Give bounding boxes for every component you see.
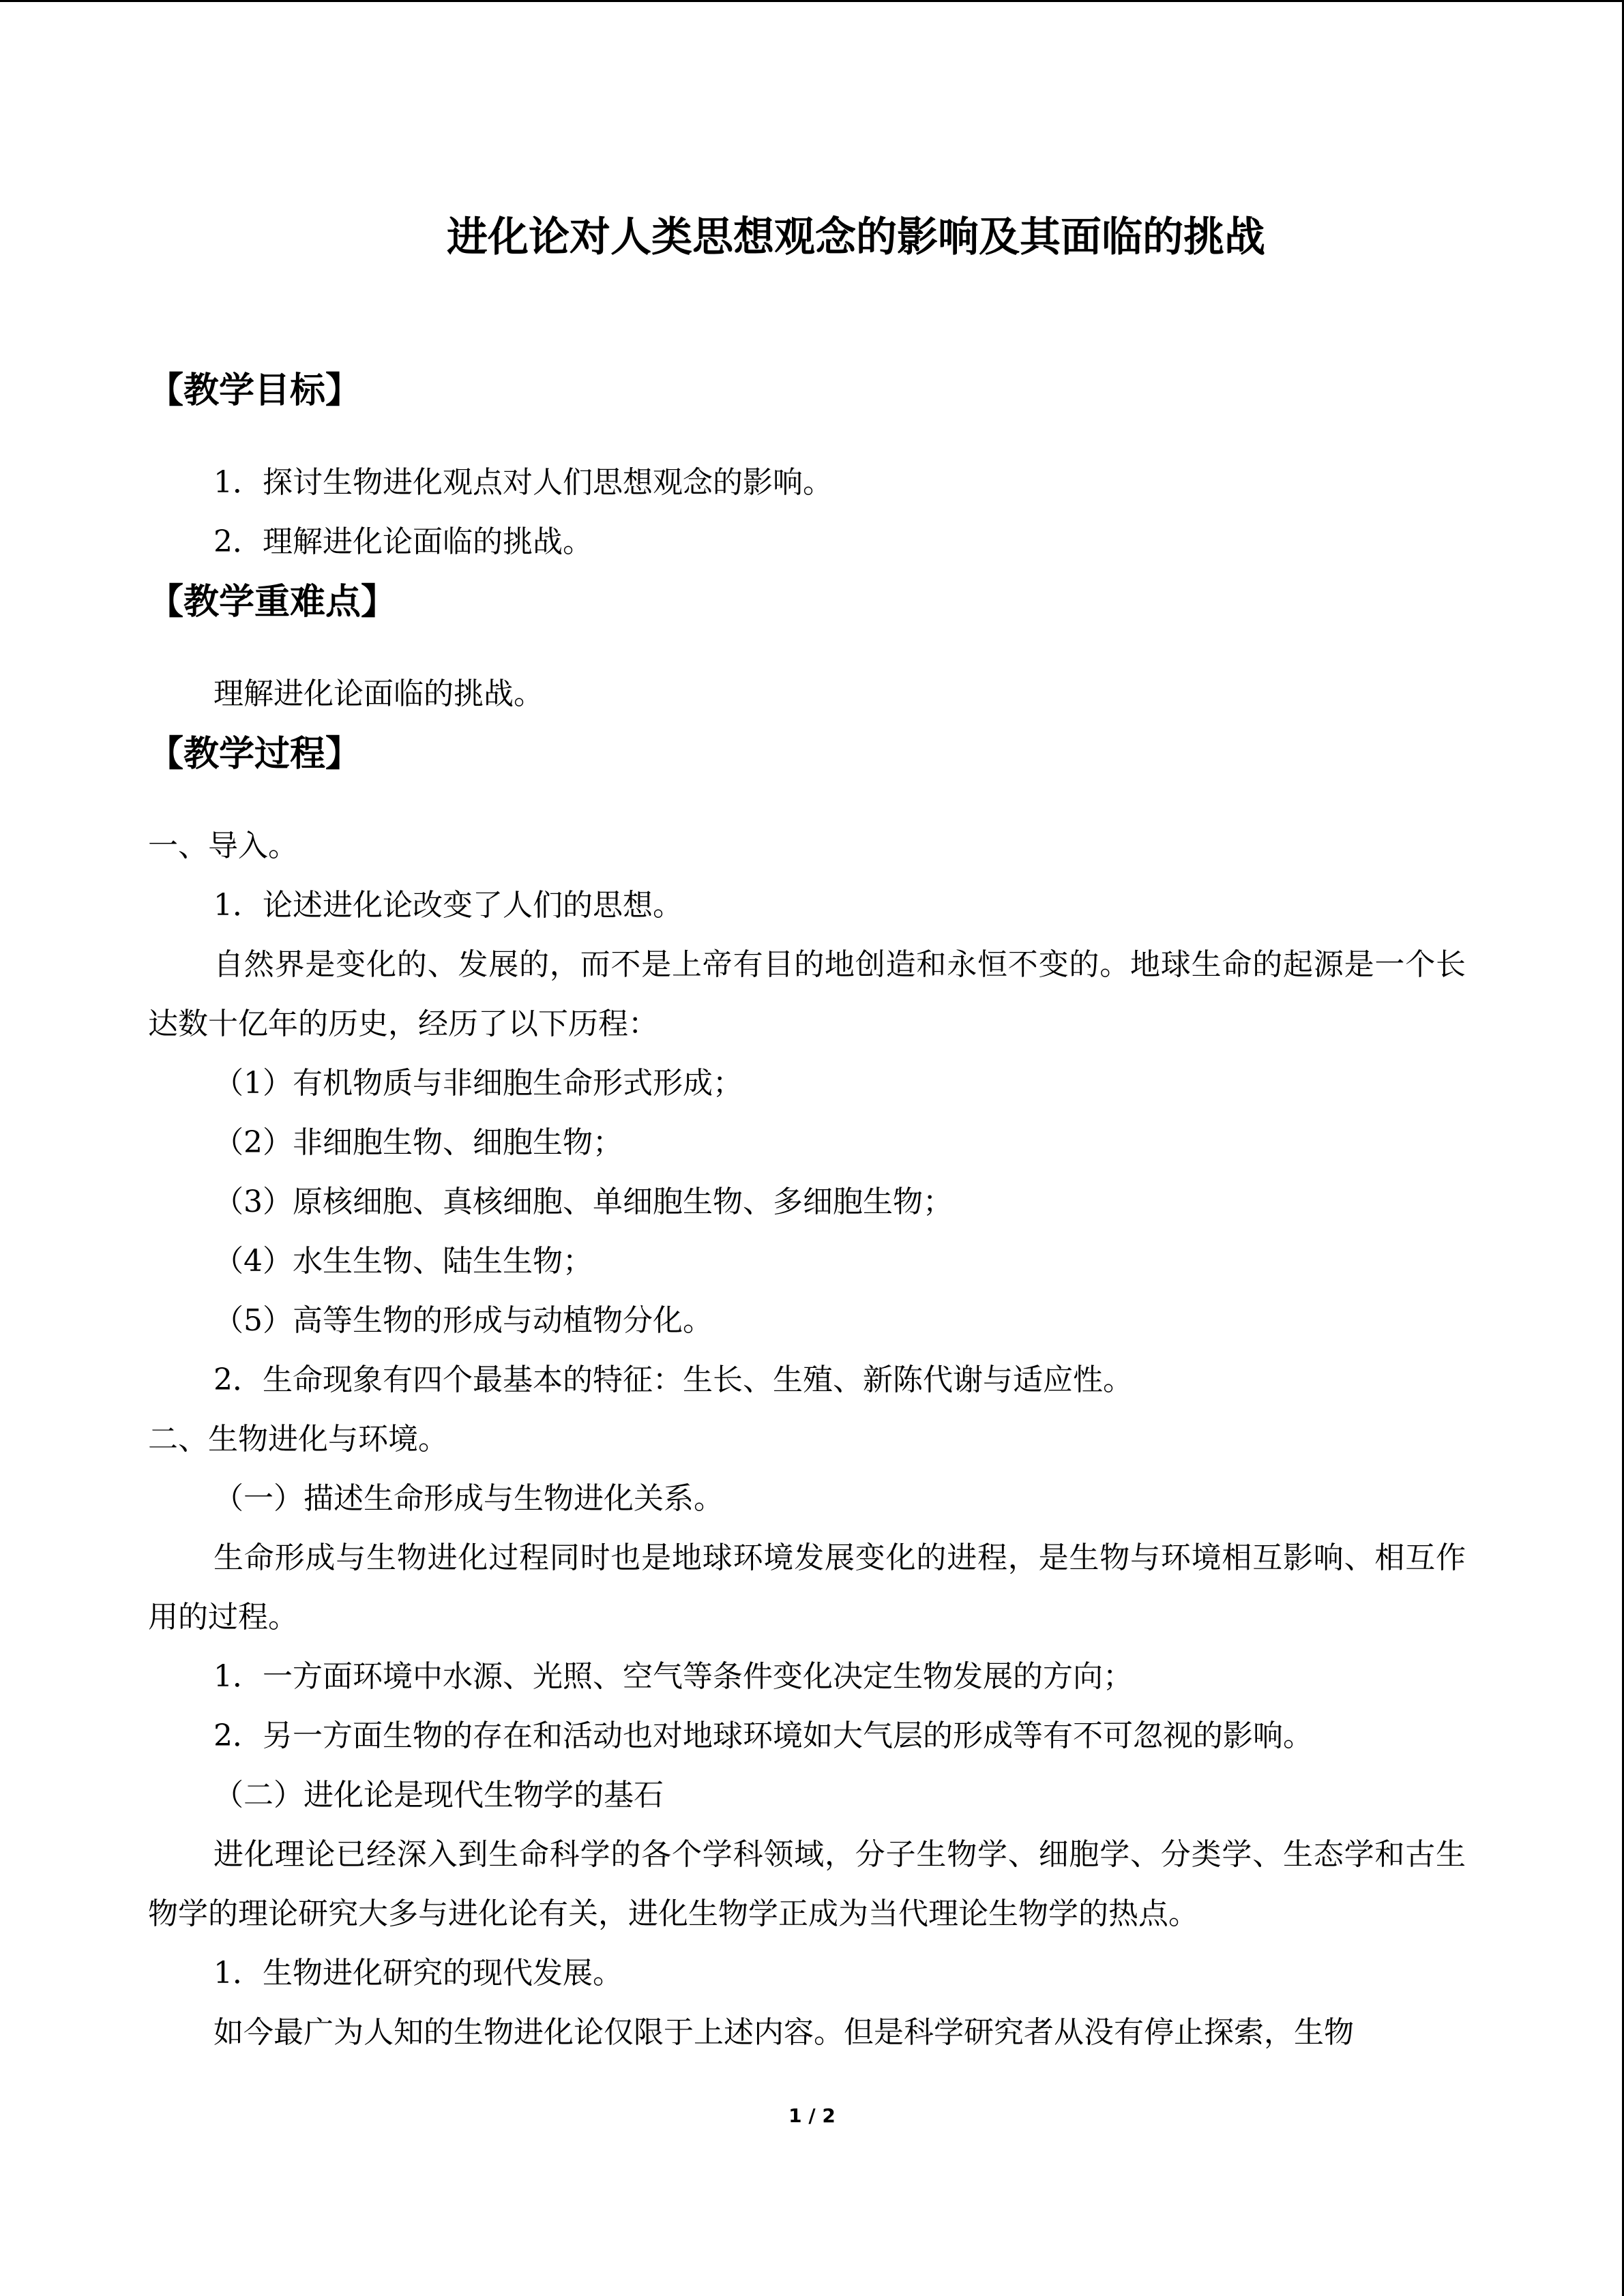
key-points-heading: 【教学重难点】: [148, 581, 397, 623]
key-points-text: 理解进化论面临的挑战。: [213, 676, 544, 711]
objectives-heading: 【教学目标】: [148, 370, 361, 411]
part2-subsection-1: （一）描述生命形成与生物进化关系。: [213, 1481, 724, 1516]
part2-title: 二、生物进化与环境。: [148, 1422, 448, 1457]
part2-paragraph-2: 进化理论已经深入到生命科学的各个学科领域，分子生物学、细胞学、分类学、生态学和古生物学的理论研究大多与进化论有关，进化生物学正成为当代理论生物学的热点。: [148, 1837, 1466, 1931]
part1-title: 一、导入。: [148, 829, 298, 863]
stage-item-4: （4）水生生物、陆生生物；: [213, 1244, 593, 1279]
document-title: 进化论对人类思想观念的影响及其面临的挑战: [447, 213, 1265, 261]
part2-item-3: 1．生物进化研究的现代发展。: [213, 1956, 623, 1991]
page-number: 1 / 2: [788, 2104, 836, 2127]
stage-item-5: （5）高等生物的形成与动植物分化。: [213, 1303, 713, 1338]
document-body: [148, 360, 1478, 2062]
part2-paragraph-1: 生命形成与生物进化过程同时也是地球环境发展变化的进程，是生物与环境相互影响、相互作用的过程。: [148, 1540, 1466, 1635]
part2-item-2: 2．另一方面生物的存在和活动也对地球环境如大气层的形成等有不可忽视的影响。: [213, 1718, 1313, 1753]
stage-item-3: （3）原核细胞、真核细胞、单细胞生物、多细胞生物；: [213, 1184, 953, 1219]
part2-subsection-2: （二）进化论是现代生物学的基石: [213, 1778, 664, 1813]
part1-item-2: 2．生命现象有四个最基本的特征：生长、生殖、新陈代谢与适应性。: [213, 1362, 1133, 1397]
objective-item-2: 2．理解进化论面临的挑战。: [213, 524, 593, 559]
stage-item-2: （2）非细胞生物、细胞生物；: [213, 1125, 623, 1160]
part1-item-1: 1．论述进化论改变了人们的思想。: [213, 888, 683, 923]
part2-paragraph-3: 如今最广为人知的生物进化论仅限于上述内容。但是科学研究者从没有停止探索，生物: [213, 2015, 1354, 2050]
objective-item-1: 1．探讨生物进化观点对人们思想观念的影响。: [213, 465, 833, 500]
process-heading: 【教学过程】: [148, 733, 361, 775]
stage-item-1: （1）有机物质与非细胞生命形式形成；: [213, 1066, 743, 1101]
part2-item-1: 1．一方面环境中水源、光照、空气等条件变化决定生物发展的方向；: [213, 1659, 1133, 1694]
part1-paragraph-1: 自然界是变化的、发展的，而不是上帝有目的地创造和永恒不变的。地球生命的起源是一个长达数十亿年的历史，经历了以下历程：: [148, 947, 1466, 1041]
